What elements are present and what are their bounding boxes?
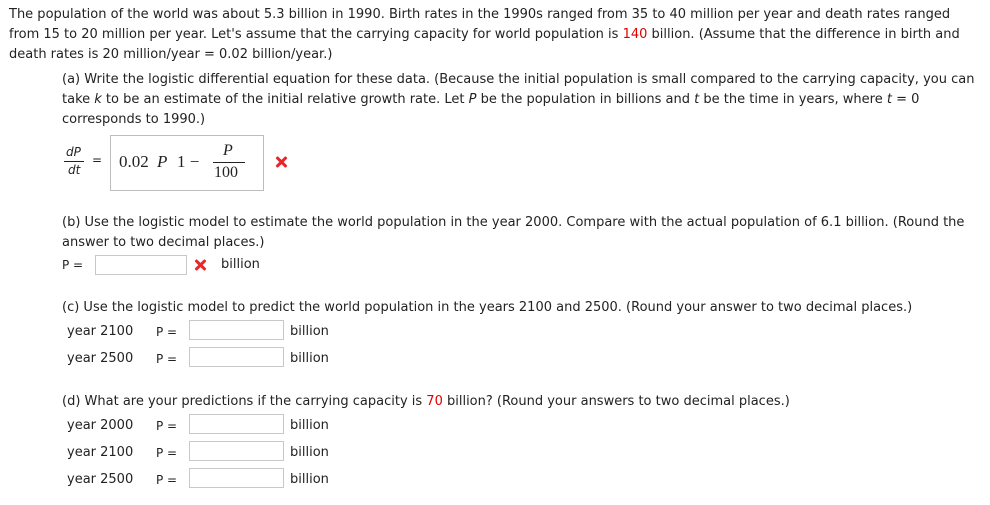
part-a-line-2: take k to be an estimate of the initial relative growth rate. Let P be the population in billions and t be the time in years, where t = 0 [62,92,920,107]
part-c-p-label: P = [156,352,178,366]
part-c-unit: billion [290,351,329,366]
fraction-denominator: 100 [214,164,238,181]
new-carrying-capacity-value: 70 [426,394,443,409]
dp-label: dP [66,145,81,159]
fraction-numerator: P [223,142,233,159]
part-d-2500-input[interactable] [189,468,284,488]
intro-line-1: The population of the world was about 5.3 billion in 1990. Birth rates in the 1990s ranged from 35 to 40 million per year and death rates ranged [9,7,951,22]
part-c-year-label: year 2500 [67,351,134,366]
part-d-p-label: P = [156,446,178,460]
part-c-year-label: year 2100 [67,324,134,339]
part-b-line-1: (b) Use the logistic model to estimate the world population in the year 2000. Compare with the actual population of 6.1 billion. (Round the [62,215,965,230]
fraction-bar [213,162,245,163]
part-d-year-label: year 2500 [67,472,134,487]
part-d-unit: billion [290,445,329,460]
part-d-line-1: (d) What are your predictions if the carrying capacity is 70 billion? (Round your answers to two decimal places.) [62,394,790,409]
part-d-p-label: P = [156,419,178,433]
carrying-capacity-value: 140 [622,27,648,42]
part-c-line-1: (c) Use the logistic model to predict the world population in the years 2100 and 2500. (Round your answer to two decimal places.) [62,300,913,315]
part-d-unit: billion [290,472,329,487]
part-d-unit: billion [290,418,329,433]
part-d-2000-input[interactable] [189,414,284,434]
dpdt-fraction-bar [64,161,84,162]
part-a-line-3: corresponds to 1990.) [62,112,206,127]
equals-sign: = [92,153,103,167]
intro-line-3: death rates is 20 million/year = 0.02 billion/year.) [9,47,333,62]
part-a-line-1: (a) Write the logistic differential equation for these data. (Because the initial population is small compared to the carrying capacity, you can [62,72,975,87]
part-c-p-label: P = [156,325,178,339]
intro-line-2: from 15 to 20 million per year. Let's assume that the carrying capacity for world population is 140 billion. (Assume that the difference in birth and [9,27,960,42]
equation-p: P [157,152,168,171]
part-b-population-input[interactable] [95,255,187,275]
equation-one-minus: 1 − [177,152,200,171]
part-b-unit: billion [221,257,260,272]
part-d-year-label: year 2000 [67,418,134,433]
part-d-p-label: P = [156,473,178,487]
incorrect-x-icon [194,259,206,271]
incorrect-x-icon [275,156,287,168]
equation-coefficient: 0.02 [119,152,149,171]
part-c-2500-input[interactable] [189,347,284,367]
part-b-line-2: answer to two decimal places.) [62,235,265,250]
part-d-year-label: year 2100 [67,445,134,460]
part-c-unit: billion [290,324,329,339]
differential-equation-answer-box[interactable] [110,135,264,191]
part-c-2100-input[interactable] [189,320,284,340]
dt-label: dt [68,163,81,177]
part-b-p-label: P = [62,258,84,272]
part-d-2100-input[interactable] [189,441,284,461]
